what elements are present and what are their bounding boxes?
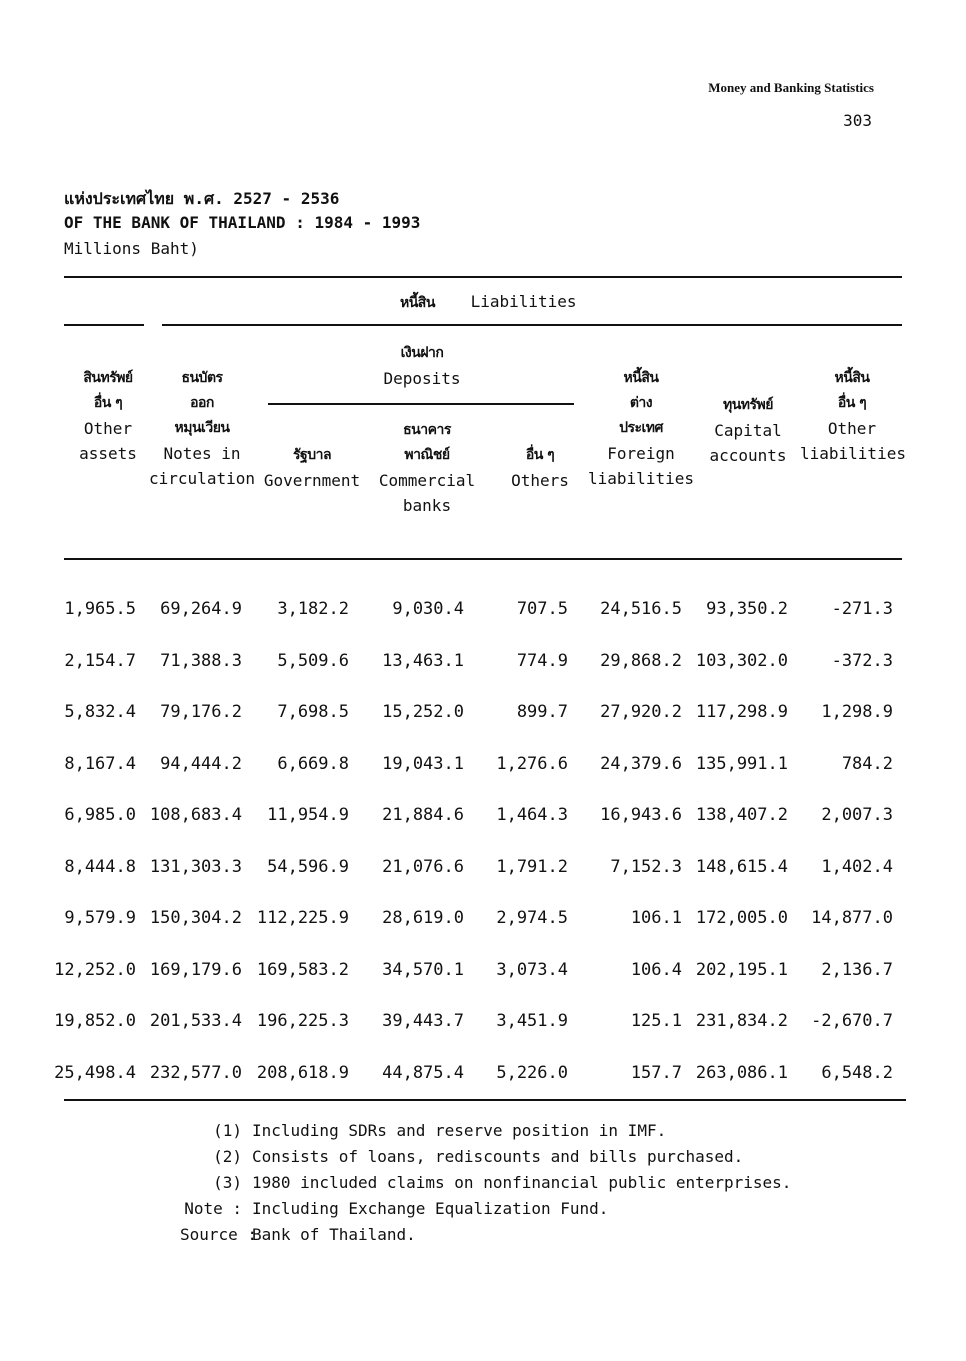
table-cell: 196,225.3 [256,1011,349,1031]
table-cell: 12,252.0 [54,959,136,980]
table-top-rule [64,276,902,278]
table-cell: 1,791.2 [496,856,568,877]
col-thai-line: ธนบัตร [181,370,223,386]
table-cell: 5,226.0 [496,1062,568,1083]
table-cell: 106.1 [630,908,682,928]
table-cell: 79,176.2 [160,702,242,722]
table-cell: 112,225.9 [256,908,349,928]
table-cell: 201,533.4 [149,1011,242,1031]
table-cell: 19,043.1 [382,753,464,774]
liabilities-thai-label: หนี้สิน [400,295,435,311]
table-cell: 5,832.4 [64,702,136,722]
table-cell: 11,954.9 [267,805,349,825]
running-head: Money and Banking Statistics [708,80,874,95]
col-thai-line: หนี้สิน [623,370,659,386]
table-cell: 108,683.4 [149,805,242,825]
note-row [180,1196,791,1222]
table-cell: 71,388.3 [160,650,242,671]
table-cell: 6,985.0 [64,805,136,825]
table-notes [180,1118,791,1248]
table-cell: 1,298.9 [821,702,893,722]
table-cell: 169,179.6 [149,959,242,980]
table-cell: 3,073.4 [496,959,568,980]
table-cell: 13,463.1 [382,650,464,671]
col-en-line: assets [79,444,137,463]
col-en-line: circulation [149,469,255,488]
table-cell: 2,136.7 [821,959,893,980]
table-cell: 94,444.2 [160,753,242,774]
table-cell: 9,579.9 [64,908,136,928]
table-cell: 27,920.2 [600,702,682,722]
note-row [180,1144,791,1170]
col-header-notes-in-circulation [148,366,256,491]
table-cell: 9,030.4 [392,599,464,619]
table-cell: 1,965.5 [64,599,136,619]
col-header-commercial-banks [372,418,482,518]
table-cell: -2,670.7 [811,1011,893,1031]
col-header-government [262,443,362,493]
table-cell: 172,005.0 [695,908,788,928]
note-text: Including SDRs and reserve position in IMF. [252,1121,667,1140]
table-cell: 7,152.3 [610,856,682,877]
table-units: Millions Baht) [64,239,199,258]
note-text: Including Exchange Equalization Fund. [252,1199,609,1218]
assets-group-rule [64,324,144,326]
col-thai-line: ทุนทรัพย์ [723,397,773,413]
table-cell: 784.2 [841,753,893,774]
table-cell: 231,834.2 [695,1011,788,1031]
col-en-line: liabilities [800,444,906,463]
note-row [180,1170,791,1196]
col-en-line: accounts [709,446,787,465]
liabilities-group-rule [162,324,902,326]
table-bottom-rule [64,1099,906,1101]
table-cell: 8,444.8 [64,856,136,877]
table-cell: 131,303.3 [149,856,242,877]
table-cell: 106.4 [630,959,682,980]
liabilities-label: Liabilities [470,292,577,311]
deposits-group-rule [268,403,574,405]
col-en-line: Foreign [607,444,675,463]
table-cell: 117,298.9 [695,702,788,722]
table-cell: 93,350.2 [706,599,788,619]
note-row [180,1222,791,1248]
table-cell: 263,086.1 [695,1062,788,1083]
note-row [180,1118,791,1144]
col-thai-line: ประเทศ [619,420,663,436]
table-cell: 54,596.9 [267,856,349,877]
table-cell: 21,884.6 [382,805,464,825]
col-en-line: Commercial [378,471,476,490]
table-cell: 148,615.4 [695,856,788,877]
table-cell: 208,618.9 [256,1062,349,1083]
table-cell: 2,007.3 [821,805,893,825]
col-thai-line: ต่าง [629,395,653,411]
table-cell: 169,583.2 [256,959,349,980]
table-cell: 8,167.4 [64,753,136,774]
table-cell: 1,464.3 [496,805,568,825]
table-cell: 39,443.7 [382,1011,464,1031]
col-en-line: banks [402,496,452,515]
table-cell: 7,698.5 [277,702,349,722]
table-cell: 774.9 [516,650,568,671]
table-cell: 34,570.1 [382,959,464,980]
col-thai-line: อื่น ๆ [93,395,123,411]
deposits-group-header [362,341,482,391]
col-header-capital-accounts [700,393,796,468]
table-cell: 3,451.9 [496,1011,568,1031]
col-thai-line: ธนาคาร [403,422,451,438]
col-en-line: Government [263,471,361,490]
table-cell: 44,875.4 [382,1062,464,1083]
table-cell: 24,379.6 [600,753,682,774]
note-text: Bank of Thailand. [252,1225,416,1244]
table-cell: 21,076.6 [382,856,464,877]
table-cell: 2,154.7 [64,650,136,671]
table-cell: 6,548.2 [821,1062,893,1083]
col-thai-line: พาณิชย์ [404,447,450,463]
note-key: Note : [184,1199,242,1218]
table-cell: 707.5 [516,599,568,619]
col-header-other-liabilities [800,366,904,466]
table-cell: 202,195.1 [695,959,788,980]
col-en-line: Capital [714,421,782,440]
col-header-other-assets [60,366,156,466]
deposits-thai-label: เงินฝาก [400,345,444,361]
note-key: (3) [213,1173,242,1192]
note-key: (1) [213,1121,242,1140]
liabilities-group-header [400,289,577,316]
table-cell: 138,407.2 [695,805,788,825]
table-cell: -372.3 [831,650,893,671]
header-bottom-rule [64,558,902,560]
col-thai-line: อื่น ๆ [525,447,555,463]
col-thai-line: หนี้สิน [834,370,870,386]
table-cell: 1,276.6 [496,753,568,774]
table-cell: 24,516.5 [600,599,682,619]
col-en-line: Other [827,419,877,438]
col-header-foreign-liabilities [586,366,696,491]
table-cell: 125.1 [630,1011,682,1031]
table-cell: 6,669.8 [277,753,349,774]
table-cell: 19,852.0 [54,1011,136,1031]
col-en-line: Other [83,419,133,438]
note-key: (2) [213,1147,242,1166]
col-thai-line: รัฐบาล [292,447,332,463]
table-title-thai: แห่งประเทศไทย พ.ศ. 2527 - 2536 [64,189,340,208]
page-number: 303 [843,111,872,130]
col-thai-line: สินทรัพย์ [83,370,133,386]
col-thai-line: อื่น ๆ [837,395,867,411]
col-thai-line: ออก [190,395,214,411]
table-cell: 899.7 [516,702,568,722]
col-en-line: Others [511,471,569,490]
table-cell: 5,509.6 [277,650,349,671]
table-cell: 135,991.1 [695,753,788,774]
table-cell: 14,877.0 [811,908,893,928]
table-cell: 232,577.0 [149,1062,242,1083]
table-title-english: OF THE BANK OF THAILAND : 1984 - 1993 [64,213,421,232]
table-cell: 103,302.0 [695,650,788,671]
table-cell: 3,182.2 [277,599,349,619]
table-cell: 15,252.0 [382,702,464,722]
table-cell: -271.3 [831,599,893,619]
note-text: Consists of loans, rediscounts and bills purchased. [252,1147,744,1166]
table-cell: 69,264.9 [160,599,242,619]
table-cell: 1,402.4 [821,856,893,877]
table-cell: 29,868.2 [600,650,682,671]
table-cell: 2,974.5 [496,908,568,928]
col-en-line: Notes in [163,444,241,463]
table-cell: 28,619.0 [382,908,464,928]
note-key: Source : [180,1225,258,1244]
col-en-line: liabilities [588,469,694,488]
table-cell: 157.7 [630,1062,682,1083]
col-header-others [500,443,580,493]
table-cell: 150,304.2 [149,908,242,928]
note-text: 1980 included claims on nonfinancial public enterprises. [252,1173,792,1192]
deposits-label: Deposits [383,369,461,388]
table-cell: 16,943.6 [600,805,682,825]
col-thai-line: หมุนเวียน [174,420,230,436]
table-cell: 25,498.4 [54,1062,136,1083]
